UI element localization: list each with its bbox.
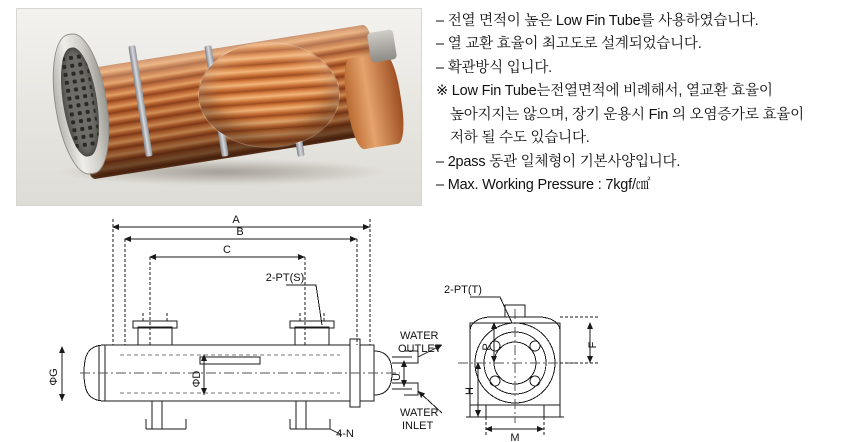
label-H: H bbox=[464, 387, 476, 395]
label-C: C bbox=[223, 244, 231, 256]
top-nozzles bbox=[133, 285, 334, 345]
heat-exchanger-photo bbox=[16, 8, 422, 206]
end-view-dimensions bbox=[478, 317, 600, 437]
note-line-4: ※ Low Fin Tube는전열면적에 비례해서, 열교환 효율이 bbox=[436, 83, 773, 100]
end-view bbox=[458, 297, 576, 423]
label-B: B bbox=[236, 226, 244, 238]
label-2ptt: 2-PT(T) bbox=[444, 284, 482, 296]
nozzle bbox=[367, 29, 397, 63]
label-4N: 4-N bbox=[336, 428, 354, 440]
label-F: F bbox=[587, 341, 599, 349]
specification-notes bbox=[436, 10, 846, 198]
label-U: U bbox=[391, 373, 403, 381]
label-A: A bbox=[232, 214, 240, 226]
label-water-outlet-1: WATER bbox=[400, 330, 439, 342]
label-D: ΦD bbox=[191, 370, 203, 388]
note-line-3: – 확관방식 입니다. bbox=[436, 59, 552, 76]
dimension-B bbox=[125, 239, 357, 345]
label-P: P bbox=[481, 343, 493, 351]
note-line-7: – 2pass 동관 일체형이 기본사양입니다. bbox=[436, 153, 681, 170]
note-line-8: – Max. Working Pressure : 7kgf/㎠ bbox=[436, 177, 651, 194]
label-water-inlet-1: WATER bbox=[400, 407, 439, 419]
note-line-5: 높아지지는 않으며, 장기 운용시 Fin 의 오염증가로 효율이 bbox=[450, 106, 804, 123]
tube-bundle-closeup bbox=[199, 43, 339, 147]
note-line-6: 저하 될 수도 있습니다. bbox=[450, 130, 590, 147]
note-line-1: – 전열 면적이 높은 Low Fin Tube를 사용하였습니다. bbox=[436, 13, 759, 29]
label-2pts: 2-PT(S) bbox=[265, 272, 305, 284]
support-legs bbox=[146, 401, 342, 435]
shell-side-view bbox=[80, 339, 400, 407]
technical-drawing bbox=[0, 205, 854, 442]
dimension-C bbox=[150, 257, 305, 345]
label-G: ΦG bbox=[48, 368, 60, 386]
label-water-inlet-2: INLET bbox=[402, 420, 434, 432]
label-water-outlet-2: OUTLET bbox=[398, 343, 442, 355]
label-M: M bbox=[510, 432, 520, 442]
note-line-2: – 열 교환 효율이 최고도로 설계되었습니다. bbox=[436, 36, 702, 53]
